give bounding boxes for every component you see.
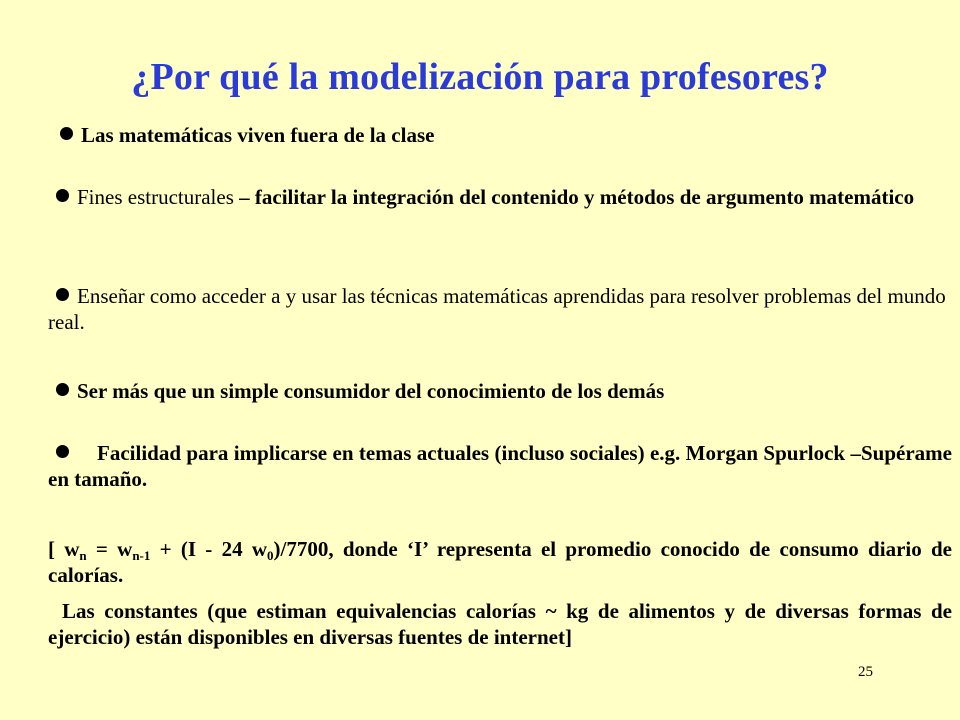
bullet-2-bold-text: – facilitar la integración del contenido y métodos de argumento matemático [233,185,915,209]
page-number: 25 [858,664,873,680]
bullet-item-3 [48,283,952,335]
bullet-icon [56,288,69,301]
formula-sub-n-1: n-1 [132,548,151,563]
bullet-item-2 [48,184,952,210]
formula-paragraph [48,536,952,588]
formula-mid: + (I - 24 w [150,537,267,561]
formula-sub-n: n [79,548,87,563]
formula-sub-0: 0 [267,548,274,563]
bullet-icon [56,189,69,202]
constants-text: Las constantes (que estiman equivalencias calorías ~ kg de alimentos y de diversas formas de ejercicio) están disponibles en diversas fuentes de internet] [48,599,952,649]
bullet-5-text: Facilidad para implicarse en temas actuales (incluso sociales) e.g. Morgan Spurlock –Supérame en tamaño. [48,441,952,491]
bullet-3-text: Enseñar como acceder a y usar las técnicas matemáticas aprendidas para resolver problemas del mundo real. [48,284,946,334]
bullet-2-normal-text: Fines estructurales [77,185,234,209]
bullet-4-text: Ser más que un simple consumidor del conocimiento de los demás [77,379,665,403]
bullet-item-4 [48,378,952,404]
slide-title: ¿Por qué la modelización para profesores? [131,56,829,98]
bullet-icon [56,445,69,458]
bullet-item-1 [60,122,960,148]
constants-paragraph [48,598,952,650]
formula-eq: = w [86,537,133,561]
bullet-1-text: Las matemáticas viven fuera de la clase [81,123,435,147]
bullet-item-5 [48,440,952,492]
formula-open: [ w [48,537,80,561]
bullet-icon [60,127,73,140]
bullet-icon [56,383,69,396]
formula-rest: )/7700, donde ‘I’ representa el promedio conocido de consumo diario de calorías. [48,537,952,587]
